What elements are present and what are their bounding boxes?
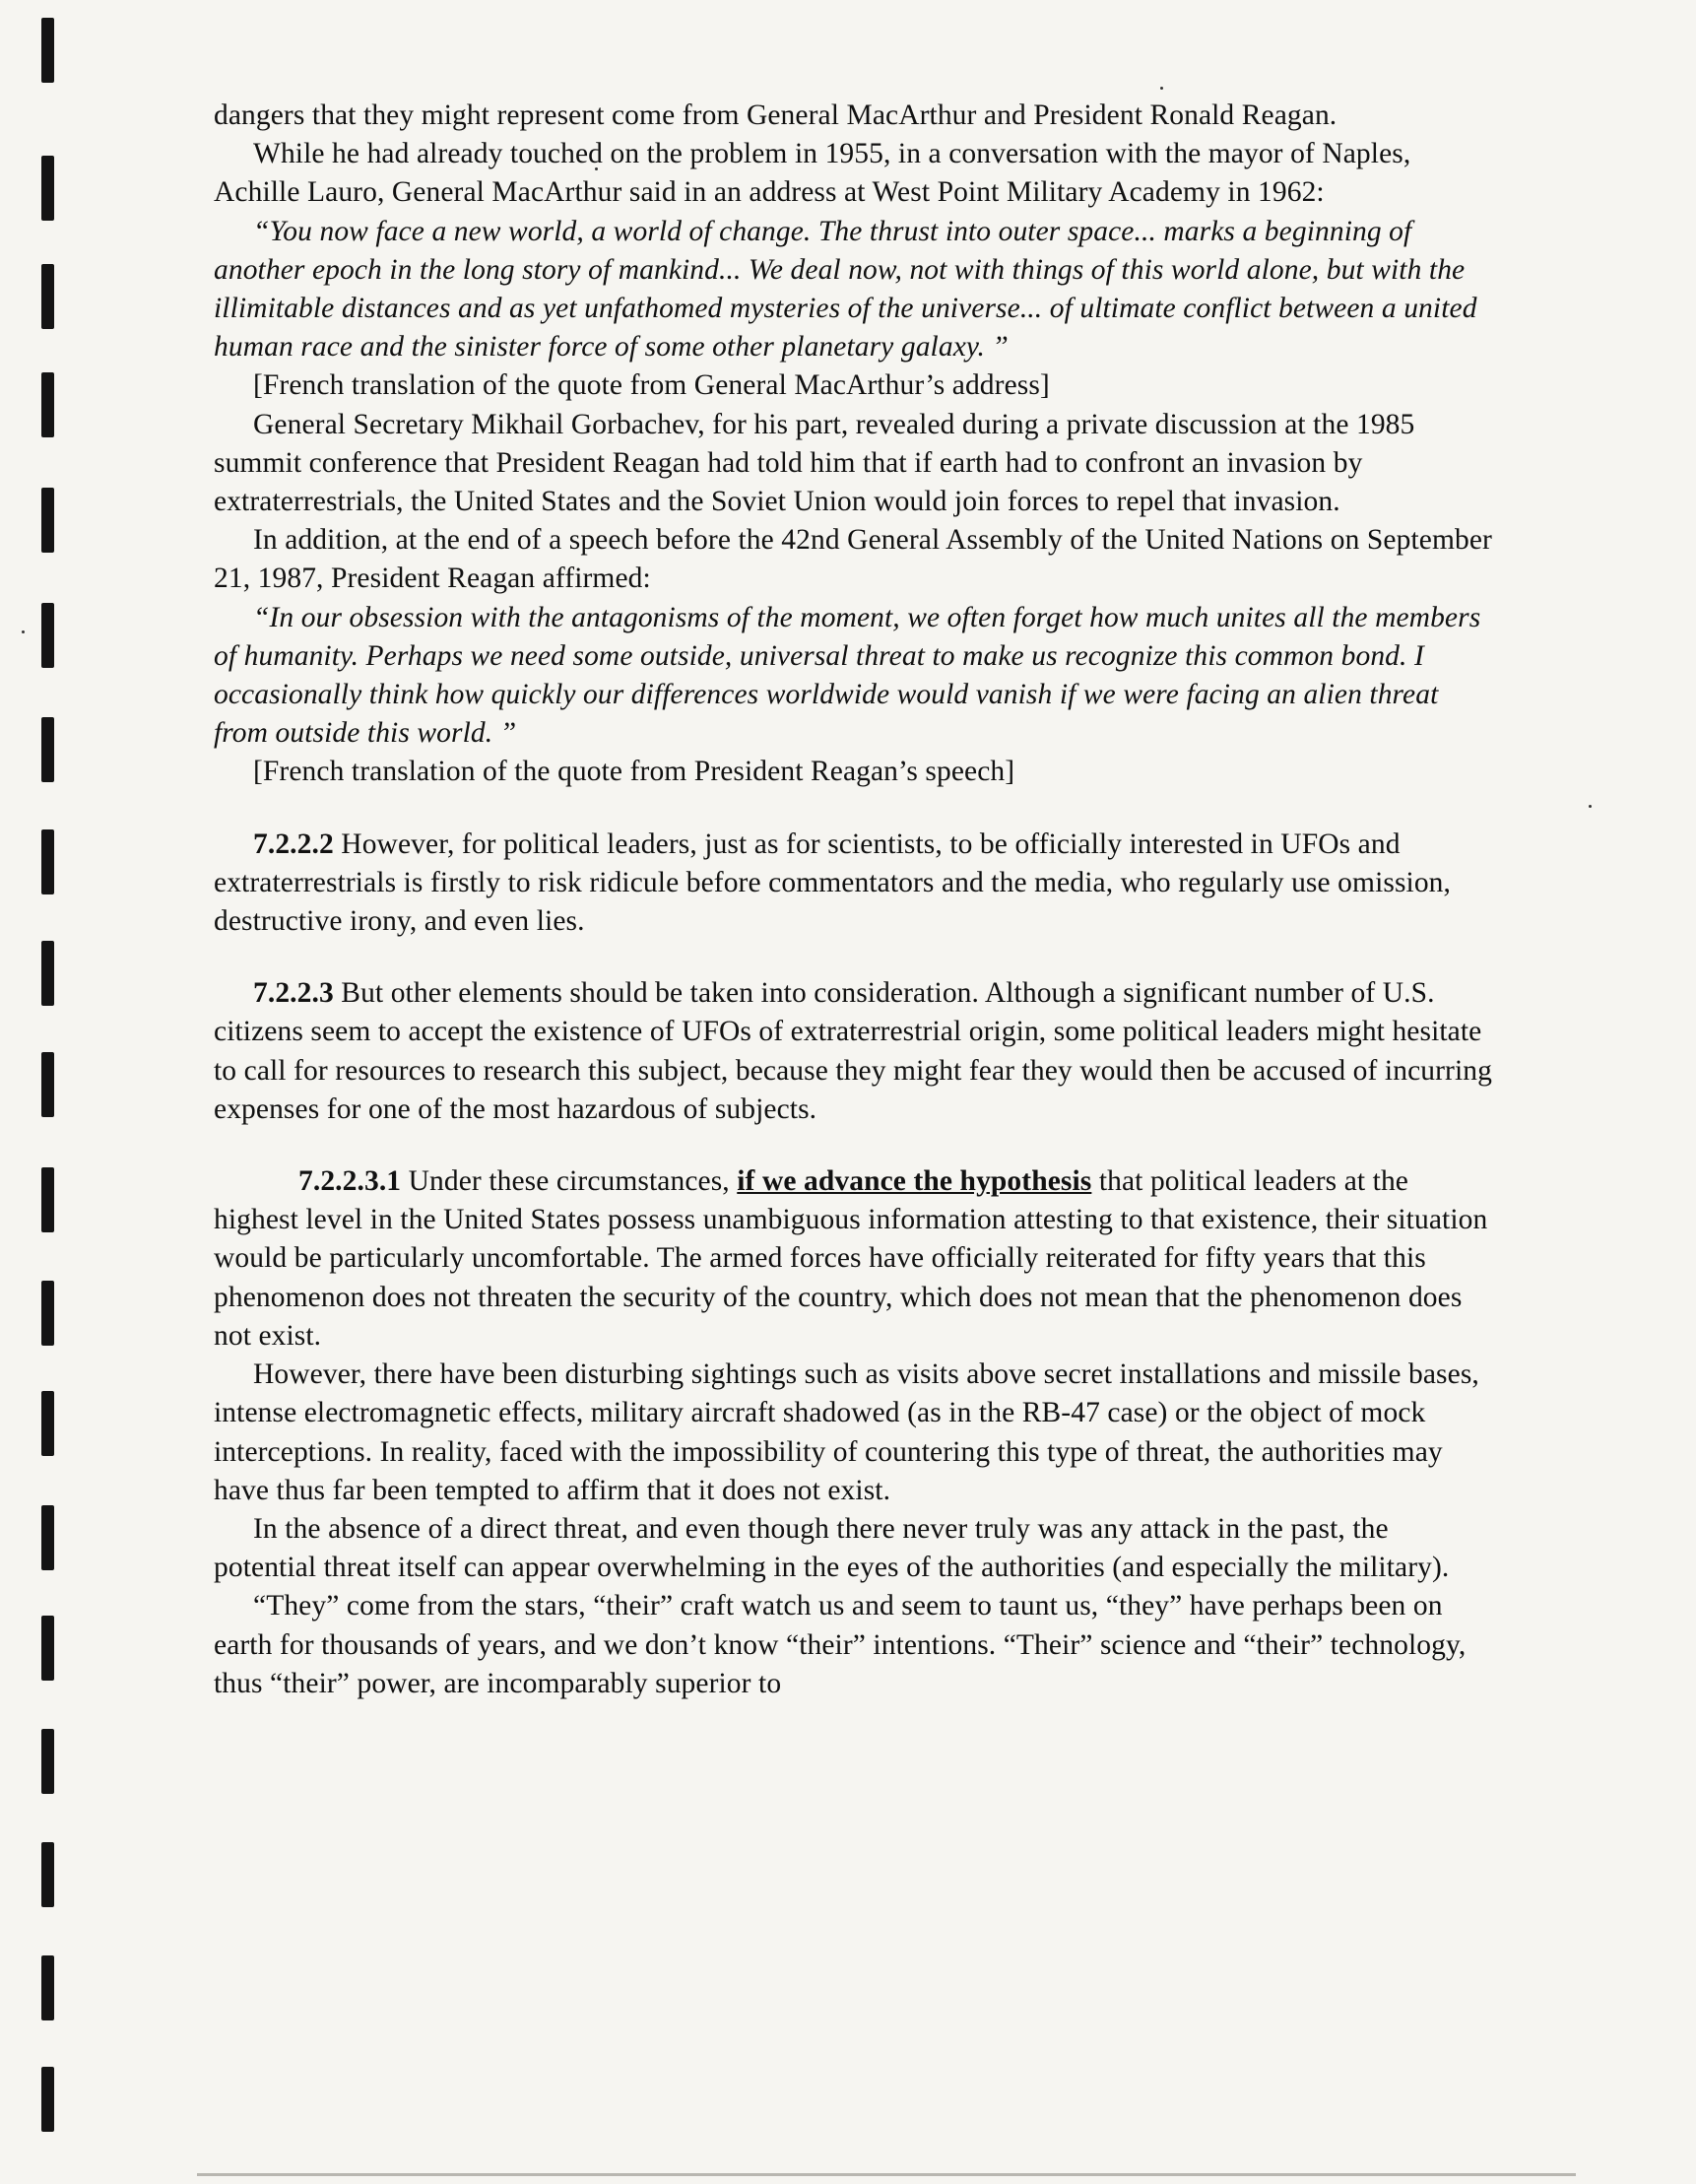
section-number: 7.2.2.2 — [253, 827, 334, 860]
binder-hole — [41, 941, 54, 1006]
binder-hole — [41, 18, 54, 83]
binder-hole — [41, 603, 54, 668]
paragraph: General Secretary Mikhail Gorbachev, for his part, revealed during a private discussion at the 1985 summit conference that President Reagan had told him that if earth had to confront an invasion by extraterrestrials, the United States and the Soviet Union would join forces to repel that invasion. — [214, 408, 1415, 518]
paragraph: dangers that they might represent come from General MacArthur and President Ronald Reagan. — [214, 99, 1337, 131]
binder-hole — [41, 1167, 54, 1232]
paragraph: While he had already touched on the problem in 1955, in a conversation with the mayor of Naples, Achille Lauro, General MacArthur said in an address at West Point Military Academy in 1962: — [214, 138, 1411, 209]
binder-hole — [41, 829, 54, 894]
scan-speck — [1589, 805, 1592, 808]
underlined-hypothesis: if we advance the hypothesis — [737, 1165, 1092, 1198]
binder-hole — [41, 1281, 54, 1346]
section-text-after: that political leaders at the highest level in the United States possess unambiguous information attesting to that existence, their situation would be particularly uncomfortable. The armed forces have officially reiterated for fifty years that this phenomenon does not threaten the security of the country, which does not mean that the phenomenon does not exist. — [214, 1165, 1488, 1352]
paragraph: In addition, at the end of a speech before the 42nd General Assembly of the United Nations on September 21, 1987, President Reagan affirmed: — [214, 524, 1492, 595]
section-text: But other elements should be taken into consideration. Although a significant number of U.S. citizens seem to accept the existence of UFOs of extraterrestrial origin, some political leaders might hesitate to call for resources to research this subject, because they might fear they would then be accused of incurring expenses for one of the most hazardous of subjects. — [214, 977, 1492, 1125]
binder-hole — [41, 2067, 54, 2132]
page-bottom-edge — [197, 2173, 1576, 2176]
binder-hole — [41, 488, 54, 553]
binder-hole — [41, 1391, 54, 1456]
paragraph: “They” come from the stars, “their” craft watch us and seem to taunt us, “they” have perhaps been on earth for thousands of years, and we don’t know “their” intentions. “Their” science and “their” technology, thus “their” power, are incomparably superior to — [214, 1590, 1467, 1699]
section-text-before: Under these circumstances, — [401, 1165, 738, 1198]
section-7-2-2-2 — [214, 826, 1494, 942]
section-text: However, for political leaders, just as for scientists, to be officially interested in UFOs and extraterrestrials is firstly to risk ridicule before commentators and the media, who regularly use omission, destructive irony, and even lies. — [214, 827, 1452, 938]
section-number: 7.2.2.3.1 — [298, 1165, 402, 1198]
section-7-2-2-3 — [214, 974, 1494, 1129]
paragraph: In the absence of a direct threat, and even though there never truly was any attack in the past, the potential threat itself can appear overwhelming in the eyes of the authorities (and especially the military). — [214, 1512, 1450, 1584]
reagan-quote: “In our obsession with the antagonisms of the moment, we often forget how much unites all the members of humanity. Perhaps we need some outside, universal threat to make us recognize this common bond. I occasionally think how quickly our differences worldwide would vanish if we were facing an alien threat from outside this world. ” — [214, 601, 1481, 750]
binder-holes — [33, 0, 63, 2184]
binder-hole — [41, 1052, 54, 1117]
binder-hole — [41, 1616, 54, 1681]
paragraph: [French translation of the quote from President Reagan’s speech] — [253, 756, 1015, 788]
binder-hole — [41, 1842, 54, 1907]
scan-speck — [1160, 87, 1163, 90]
section-number: 7.2.2.3 — [253, 977, 334, 1010]
binder-hole — [41, 1505, 54, 1570]
binder-hole — [41, 372, 54, 437]
scan-speck — [22, 630, 25, 633]
binder-hole — [41, 1729, 54, 1794]
binder-hole — [41, 156, 54, 221]
binder-hole — [41, 1955, 54, 2020]
body-text — [214, 97, 1494, 1703]
binder-hole — [41, 717, 54, 782]
binder-hole — [41, 264, 54, 329]
paragraph: [French translation of the quote from General MacArthur’s address] — [253, 369, 1050, 402]
paragraph: However, there have been disturbing sightings such as visits above secret installations and missile bases, intense electromagnetic effects, military aircraft shadowed (as in the RB-47 case) or the object of mock interceptions. In reality, faced with the impossibility of countering this type of threat, the authorities may have thus far been tempted to affirm that it does not exist. — [214, 1358, 1479, 1506]
macarthur-quote: “You now face a new world, a world of change. The thrust into outer space... marks a beginning of another epoch in the long story of mankind... We deal now, not with things of this world alone, but with the illimitable distances and as yet unfathomed mysteries of the universe... of ultimate conflict between a united human race and the sinister force of some other planetary galaxy. ” — [214, 215, 1477, 364]
section-7-2-2-3-1 — [214, 1162, 1494, 1356]
